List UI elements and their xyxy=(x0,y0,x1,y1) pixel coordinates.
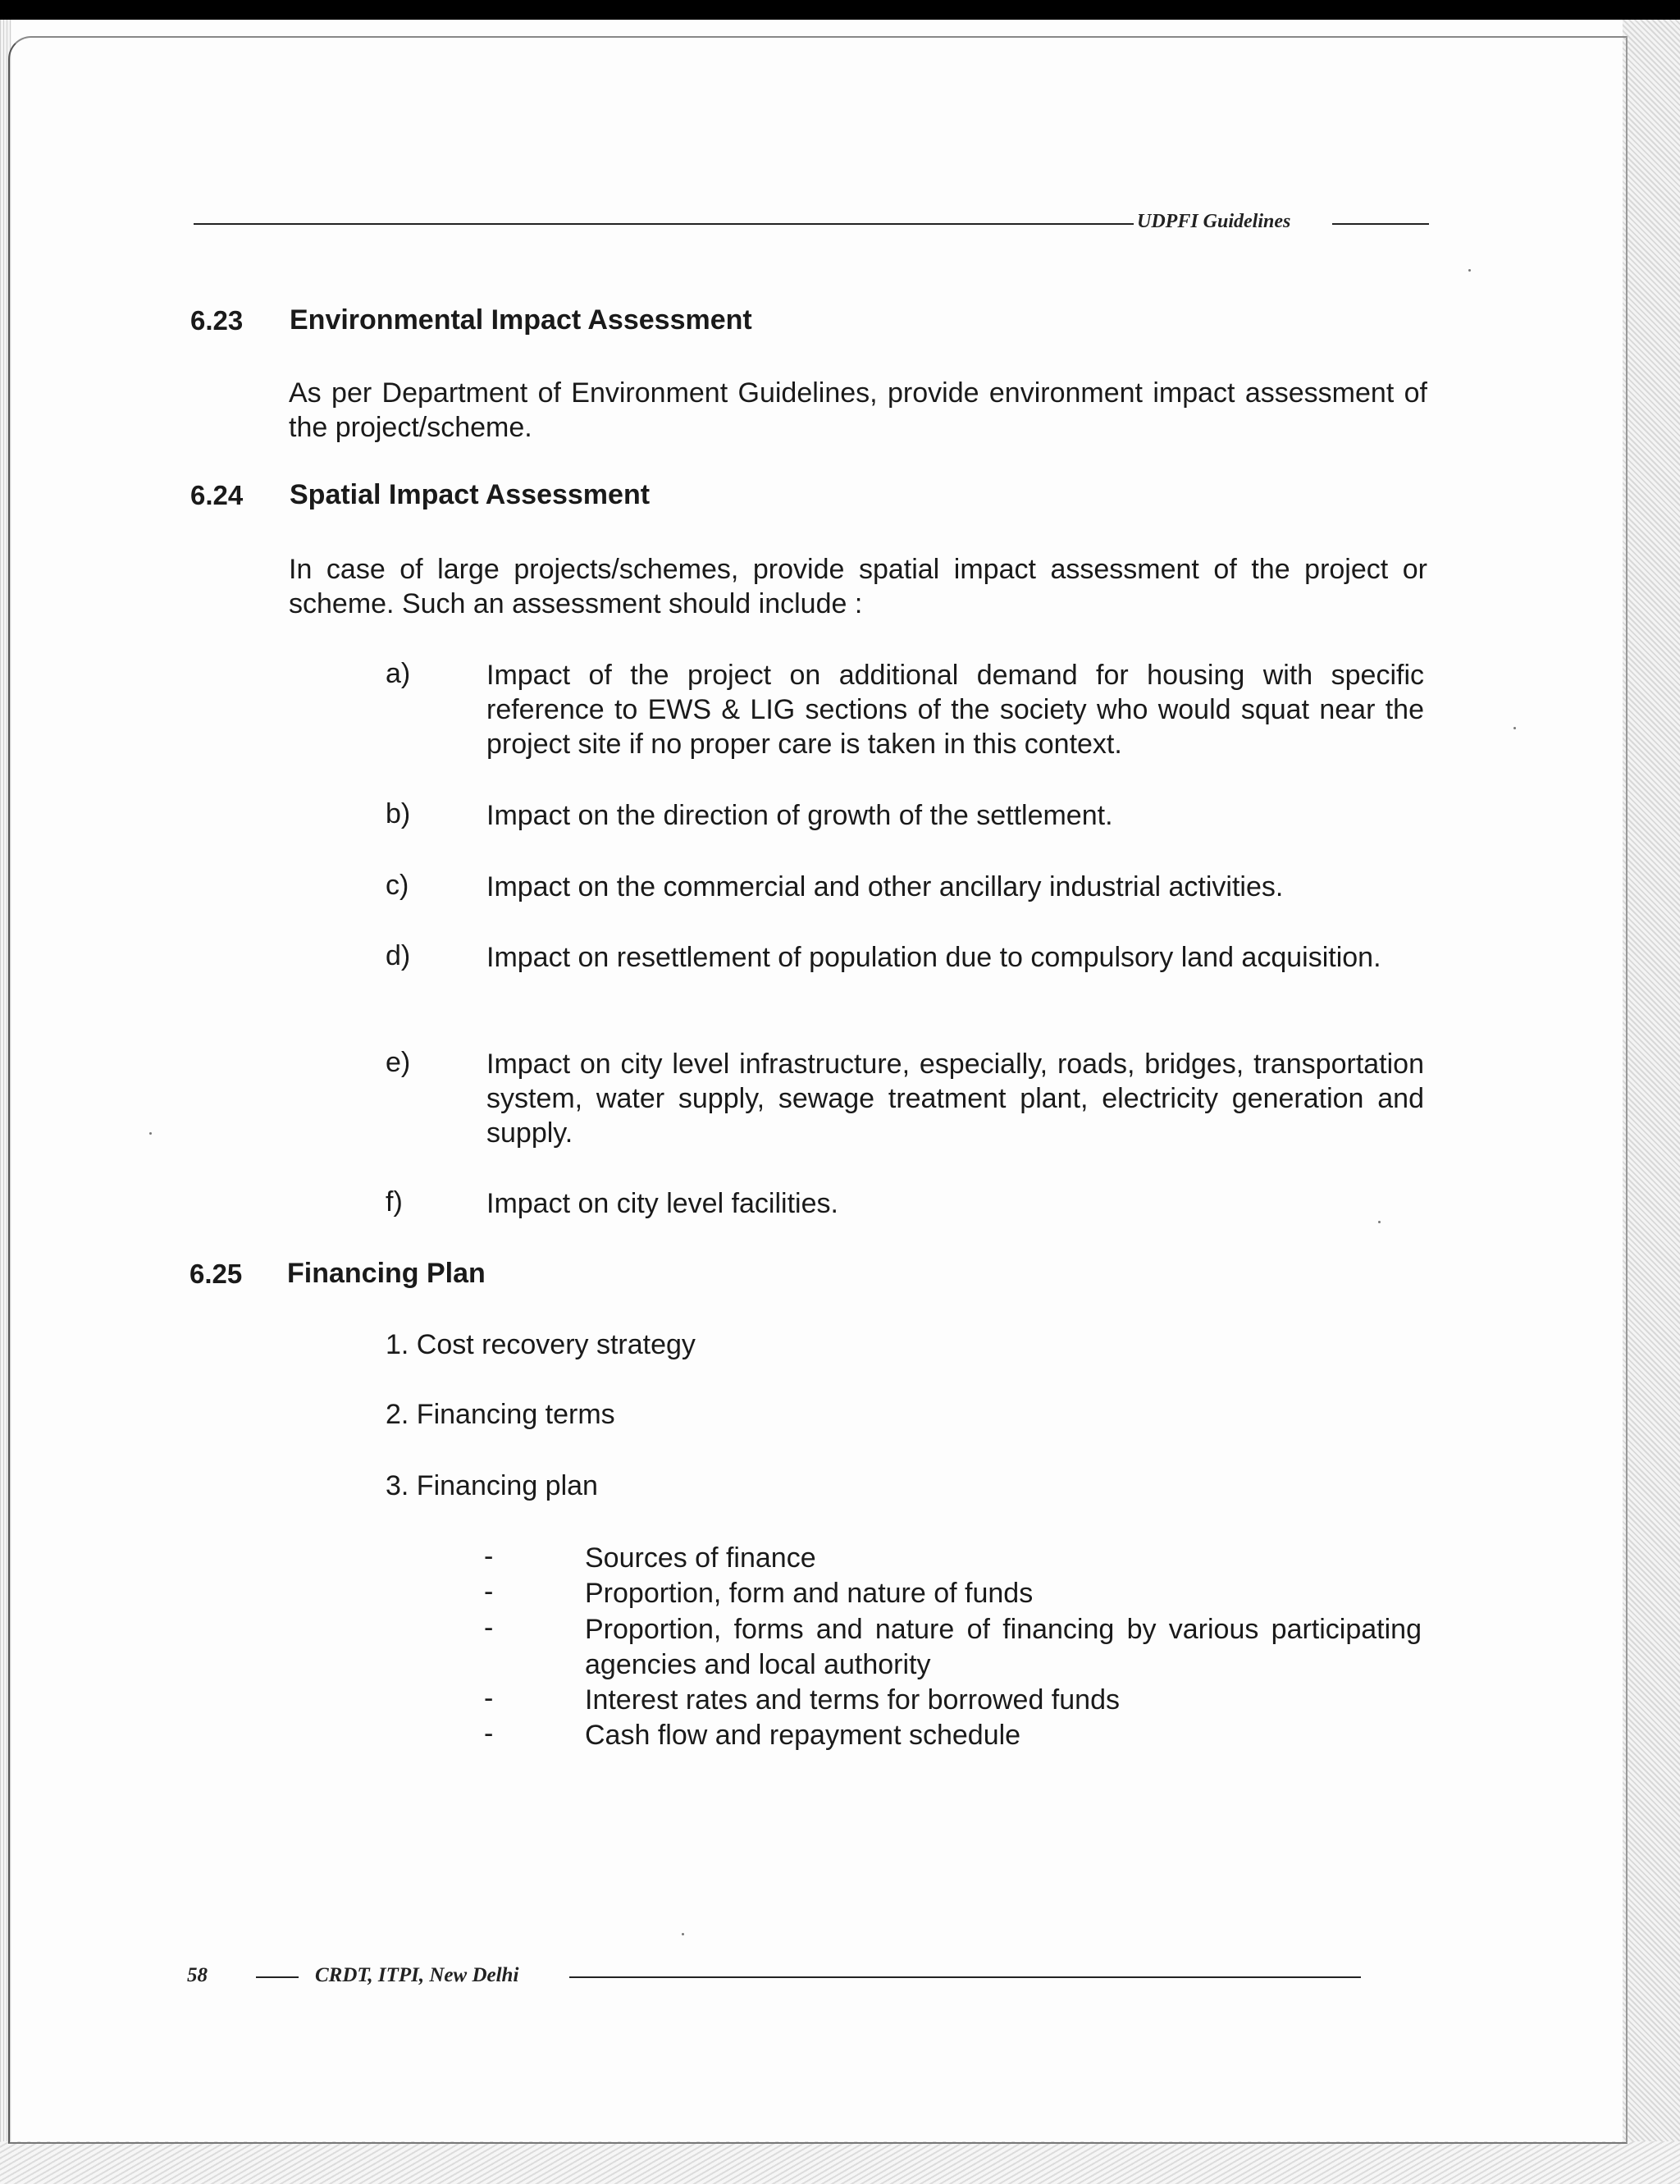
list-item-label: e) xyxy=(386,1047,411,1078)
list-item-text: Impact on city level infrastructure, especially, roads, bridges, transportation system, water supply, sewage treatment plant, electricity generation and supply. xyxy=(486,1049,1424,1149)
footer-rule-left xyxy=(256,1976,299,1978)
bullet-item: Proportion, forms and nature of financing by various participating agencies and local authority xyxy=(585,1614,1422,1680)
list-item-label: c) xyxy=(386,870,409,901)
bullet-marker: - xyxy=(484,1541,494,1572)
section-paragraph: As per Department of Environment Guidelines, provide environment impact assessment of the project/scheme. xyxy=(289,377,1427,443)
numbered-item: 1. Cost recovery strategy xyxy=(386,1329,696,1360)
footer-page-number: 58 xyxy=(187,1964,208,1986)
scan-bottom-edge xyxy=(0,2141,1680,2184)
header-rule-left xyxy=(194,223,1134,225)
bullet-item: Interest rates and terms for borrowed funds xyxy=(585,1684,1120,1716)
section-title: Spatial Impact Assessment xyxy=(290,479,651,510)
numbered-item: 2. Financing terms xyxy=(386,1399,615,1430)
list-item-text: Impact on the direction of growth of the settlement. xyxy=(486,800,1113,831)
scan-speck xyxy=(1378,1221,1381,1223)
bullet-item: Proportion, form and nature of funds xyxy=(585,1578,1034,1609)
scan-speck xyxy=(149,1132,152,1135)
running-header-title: UDPFI Guidelines xyxy=(1137,211,1291,232)
section-title: Environmental Impact Assessment xyxy=(290,304,752,336)
scan-right-edge xyxy=(1623,20,1680,2184)
list-item-label: a) xyxy=(386,658,411,689)
list-item-text: Impact on resettlement of population due to compulsory land acquisition. xyxy=(486,942,1381,973)
bullet-marker: - xyxy=(484,1718,494,1749)
section-title: Financing Plan xyxy=(287,1258,486,1289)
scan-speck xyxy=(1513,727,1516,729)
bullet-item: Cash flow and repayment schedule xyxy=(585,1720,1021,1751)
list-item-label: f) xyxy=(386,1186,403,1218)
section-paragraph: In case of large projects/schemes, provide spatial impact assessment of the project or scheme. Such an assessment should include : xyxy=(289,554,1427,619)
list-item-text: Impact of the project on additional demand for housing with specific reference to EWS & LIG sections of the society who would squat near the project site if no proper care is taken in this context. xyxy=(486,660,1424,760)
list-item-text: Impact on the commercial and other ancillary industrial activities. xyxy=(486,871,1284,902)
section-number: 6.24 xyxy=(190,480,244,510)
list-item-text: Impact on city level facilities. xyxy=(486,1188,838,1219)
header-rule-right xyxy=(1332,223,1429,225)
scan-speck xyxy=(1468,269,1471,272)
scan-speck xyxy=(682,1933,684,1935)
bullet-marker: - xyxy=(484,1576,494,1607)
bullet-item: Sources of finance xyxy=(585,1542,816,1574)
footer-publisher: CRDT, ITPI, New Delhi xyxy=(315,1964,519,1986)
footer-rule-right xyxy=(569,1976,1361,1978)
list-item-label: b) xyxy=(386,798,411,829)
list-item-label: d) xyxy=(386,940,411,971)
bullet-marker: - xyxy=(484,1683,494,1714)
section-number: 6.23 xyxy=(190,305,244,336)
bullet-marker: - xyxy=(484,1612,494,1643)
numbered-item: 3. Financing plan xyxy=(386,1470,598,1501)
scan-top-border xyxy=(0,0,1680,20)
section-number: 6.25 xyxy=(189,1259,243,1289)
